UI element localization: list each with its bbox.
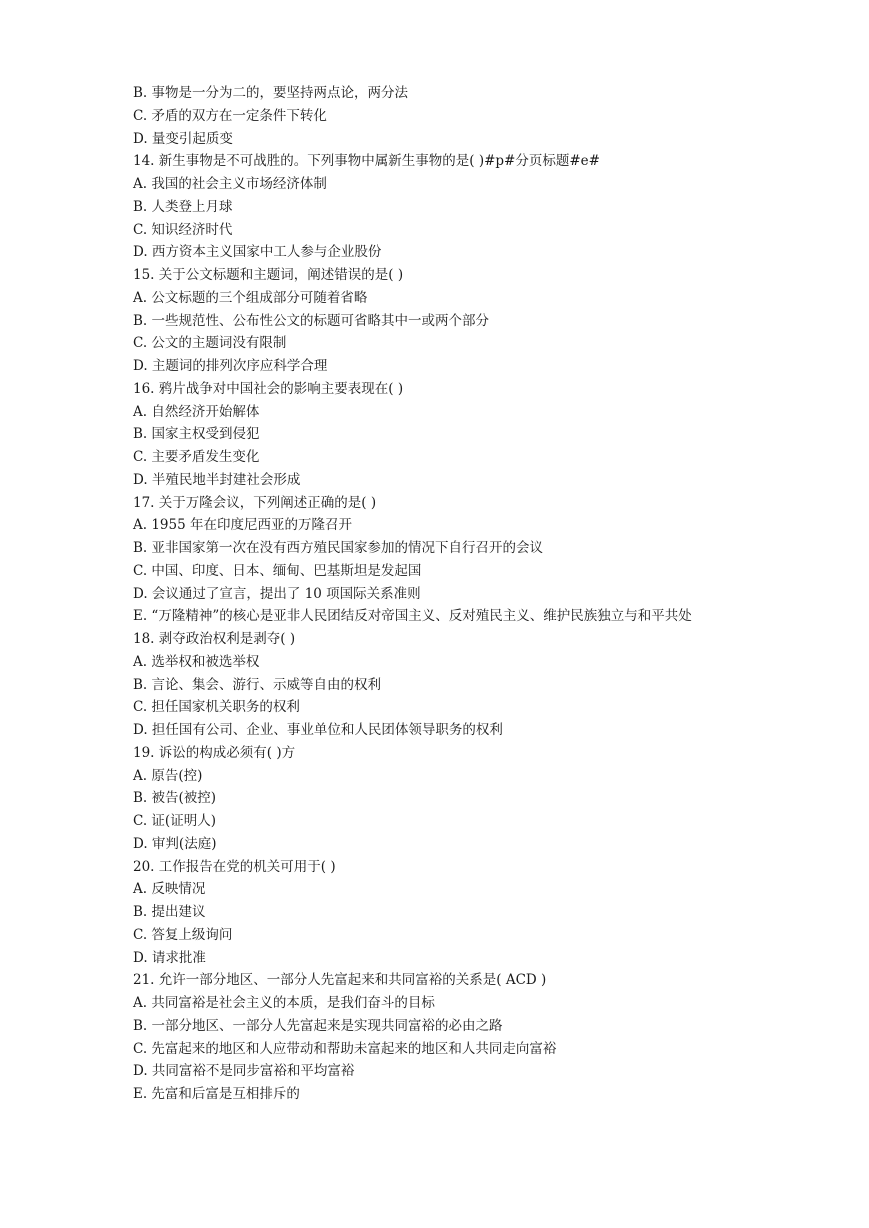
question-line: 17. 关于万隆会议，下列阐述正确的是( )	[133, 494, 377, 511]
option-line: B. 人类登上月球	[133, 198, 233, 215]
option-line: D. 半殖民地半封建社会形成	[133, 471, 301, 488]
option-line: D. 量变引起质变	[133, 130, 233, 147]
option-line: C. 公文的主题词没有限制	[133, 335, 287, 352]
option-line: C. 答复上级询问	[133, 926, 233, 943]
question-line: 14. 新生事物是不可战胜的。下列事物中属新生事物的是( )#p#分页标题#e#	[133, 153, 600, 170]
option-line: B. 一部分地区、一部分人先富起来是实现共同富裕的必由之路	[133, 1017, 503, 1034]
option-line: B. 国家主权受到侵犯	[133, 426, 260, 443]
question-line: 15. 关于公文标题和主题词，阐述错误的是( )	[133, 267, 404, 283]
option-line: A. 1955 年在印度尼西亚的万隆召开	[133, 517, 352, 534]
question-line: 18. 剥夺政治权利是剥夺( )	[133, 631, 296, 647]
option-line: D. 共同富裕不是同步富裕和平均富裕	[133, 1063, 355, 1080]
option-line: A. 原告(控)	[133, 767, 203, 784]
question-line: 20. 工作报告在党的机关可用于( )	[133, 858, 336, 875]
option-line: C. 知识经济时代	[133, 221, 233, 238]
option-line: B. 被告(被控)	[133, 790, 217, 807]
option-line: B. 一些规范性、公布性公文的标题可省略其中一或两个部分	[133, 312, 490, 329]
option-line: D. 审判(法庭)	[133, 835, 217, 852]
option-line: D. 主题词的排列次序应科学合理	[133, 358, 328, 374]
question-line: 21. 允许一部分地区、一部分人先富起来和共同富裕的关系是( ACD )	[133, 972, 547, 989]
option-line: C. 担任国家机关职务的权利	[133, 699, 300, 716]
option-line: A. 自然经济开始解体	[133, 403, 260, 420]
option-line: B. 事物是一分为二的，要坚持两点论，两分法	[133, 85, 409, 101]
option-line: E. 先富和后富是互相排斥的	[133, 1086, 300, 1102]
option-line: C. 矛盾的双方在一定条件下转化	[133, 107, 327, 124]
option-line: A. 共同富裕是社会主义的本质，是我们奋斗的目标	[133, 995, 435, 1011]
option-line: D. 西方资本主义国家中工人参与企业股份	[133, 244, 382, 261]
option-line: A. 选举权和被选举权	[133, 653, 260, 670]
option-line-wrapped: E. “万隆精神”的核心是亚非人民团结反对帝国主义、反对殖民主义、维护民族独立与和平共处	[133, 608, 692, 625]
option-line: C. 证(证明人)	[133, 813, 216, 829]
option-line: B. 言论、集会、游行、示威等自由的权利	[133, 676, 382, 693]
option-line: C. 先富起来的地区和人应带动和帮助未富起来的地区和人共同走向富裕	[133, 1040, 557, 1057]
option-line: B. 亚非国家第一次在没有西方殖民国家参加的情况下自行召开的会议	[133, 540, 544, 556]
option-line: A. 反映情况	[133, 881, 206, 898]
option-line: C. 中国、印度、日本、缅甸、巴基斯坦是发起国	[133, 562, 422, 579]
question-line: 19. 诉讼的构成必须有( )方	[133, 744, 296, 761]
option-line: C. 主要矛盾发生变化	[133, 449, 260, 465]
option-line: D. 会议通过了宣言，提出了 10 项国际关系准则	[133, 585, 421, 602]
question-line: 16. 鸦片战争对中国社会的影响主要表现在( )	[133, 380, 404, 397]
option-line: A. 我国的社会主义市场经济体制	[133, 176, 327, 192]
option-line: A. 公文标题的三个组成部分可随着省略	[133, 289, 368, 306]
question-text-body	[104, 82, 774, 1106]
option-line: D. 请求批准	[133, 949, 206, 966]
option-line: D. 担任国有公司、企业、事业单位和人民团体领导职务的权利	[133, 722, 503, 738]
option-line: B. 提出建议	[133, 904, 206, 920]
